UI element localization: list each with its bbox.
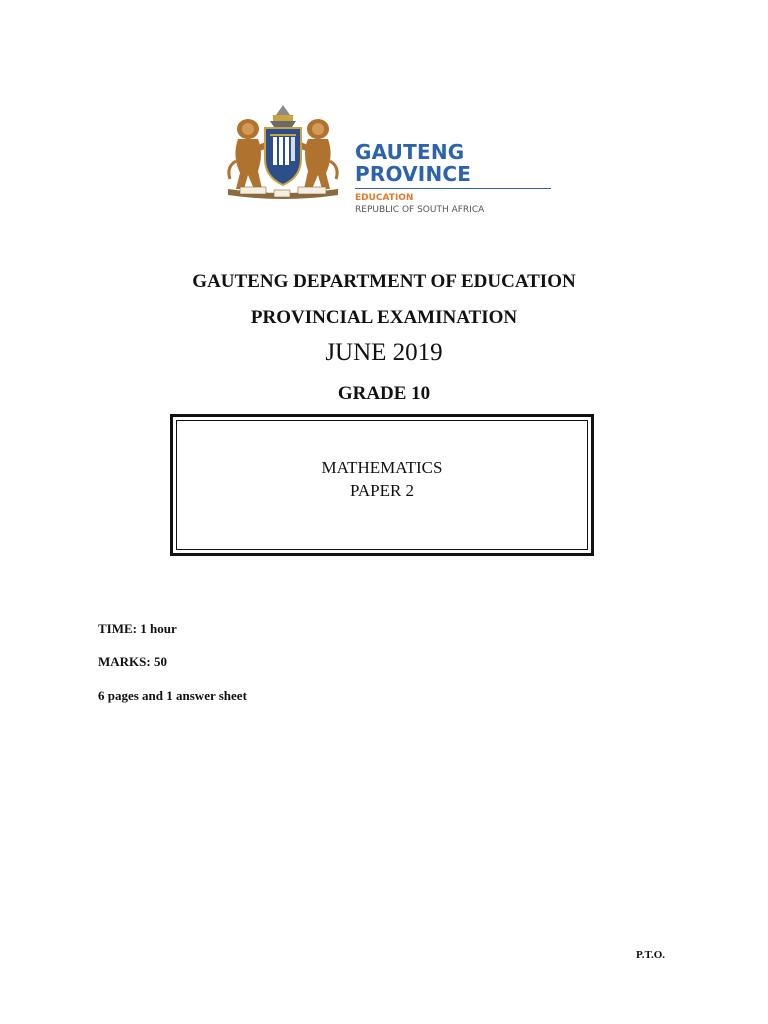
right-lion-icon [296,119,337,189]
grade-heading: GRADE 10 [337,383,431,404]
exam-date: JUNE 2019 [325,339,443,366]
left-lion-icon [229,119,270,189]
department-heading: GAUTENG DEPARTMENT OF EDUCATION [192,271,576,292]
logo-subtitle-education: EDUCATION [355,193,414,203]
exam-time: TIME: 1 hour [98,621,177,636]
exam-pages: 6 pages and 1 answer sheet [98,688,247,703]
gauteng-logo [200,95,560,215]
logo-wordmark [355,141,560,216]
exam-marks: MARKS: 50 [98,654,167,669]
paper-title: PAPER 2 [349,481,415,500]
shield-icon [265,128,301,185]
motto-banner-icon [228,187,338,199]
coat-of-arms-icon [218,101,348,201]
subject-title: MATHEMATICS [321,458,443,477]
crest-top-icon [270,105,296,127]
logo-title: GAUTENG PROVINCE [355,140,472,186]
subject-box-inner-border [176,420,588,550]
logo-divider [355,188,551,189]
subject-box [170,414,594,556]
examination-heading: PROVINCIAL EXAMINATION [250,307,518,328]
please-turn-over-label: P.T.O. [636,949,666,961]
logo-subtitle-country: REPUBLIC OF SOUTH AFRICA [355,205,485,215]
